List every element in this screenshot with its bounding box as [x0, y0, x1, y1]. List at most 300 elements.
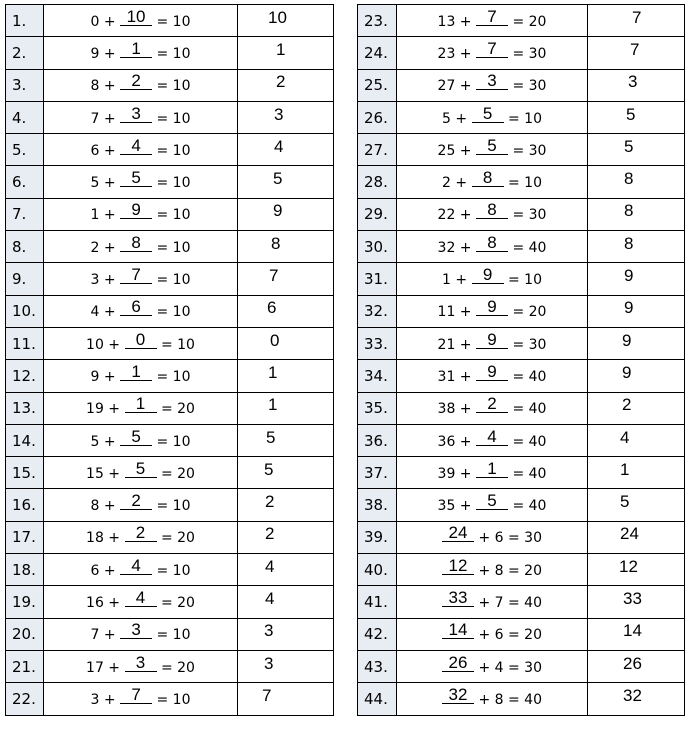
answer-cell [588, 101, 685, 133]
equation [397, 554, 588, 586]
answer-value: 5 [264, 459, 274, 479]
problem-row [6, 231, 334, 263]
answer-value: 9 [622, 362, 632, 382]
problem-row [358, 101, 685, 133]
problem-row [6, 554, 334, 586]
problem-number: 17. [6, 521, 44, 553]
equation-left-term: 7 + [90, 110, 116, 127]
answer-cell [588, 392, 685, 424]
problem-row [6, 392, 334, 424]
problem-number: 19. [6, 586, 44, 618]
problem-number: 33. [358, 327, 397, 359]
equation-right-term: = 40 [512, 433, 547, 450]
equation-right-term: + 8 = 20 [478, 562, 542, 579]
problem-number: 44. [358, 683, 397, 715]
answer-value: 33 [623, 588, 642, 608]
problem-number: 37. [358, 457, 397, 489]
equation [397, 263, 588, 295]
problem-row [6, 327, 334, 359]
problem-number: 4. [6, 101, 44, 133]
blank-answer[interactable]: 3 [125, 654, 157, 672]
equation [397, 134, 588, 166]
equation [44, 586, 238, 618]
answer-value: 3 [274, 104, 284, 124]
blank-answer[interactable]: 2 [120, 492, 152, 510]
equation [44, 295, 238, 327]
equation-right-term: = 30 [512, 45, 547, 62]
problem-row [6, 69, 334, 101]
equation [44, 457, 238, 489]
answer-value: 8 [624, 201, 634, 221]
equation-left-term: 27 + [437, 78, 472, 95]
blank-answer[interactable]: 2 [120, 72, 152, 90]
problem-row [358, 392, 685, 424]
equation [44, 489, 238, 521]
equation-right-term: = 30 [512, 142, 547, 159]
blank-answer[interactable]: 32 [442, 686, 474, 704]
problem-row [358, 134, 685, 166]
answer-value: 5 [266, 427, 276, 447]
answer-cell [588, 198, 685, 230]
equation-left-term: 19 + [86, 401, 121, 418]
equation-left-term: 1 + [442, 272, 468, 289]
problem-number: 42. [358, 618, 397, 650]
answer-value: 4 [274, 136, 284, 156]
equation-right-term: = 30 [512, 207, 547, 224]
answer-value: 6 [267, 298, 277, 318]
equation-left-term: 6 + [90, 562, 116, 579]
equation-left-term: 17 + [86, 659, 121, 676]
answer-cell [588, 295, 685, 327]
answer-value: 9 [273, 201, 283, 221]
equation [44, 392, 238, 424]
equation-right-term: = 10 [508, 175, 542, 192]
equation [397, 521, 588, 553]
equation [397, 424, 588, 456]
blank-answer[interactable]: 4 [120, 557, 152, 575]
equation-left-term: 21 + [437, 336, 472, 353]
blank-answer[interactable]: 3 [120, 105, 152, 123]
equation-right-term: = 20 [160, 594, 195, 611]
equation-right-term: = 20 [160, 530, 195, 547]
equation-right-term: = 10 [156, 239, 191, 256]
equation [397, 37, 588, 69]
equation-right-term: = 10 [508, 272, 542, 289]
problem-number: 18. [6, 554, 44, 586]
equation-right-term: = 10 [156, 304, 191, 321]
equation-right-term: + 7 = 40 [478, 594, 542, 611]
blank-answer[interactable]: 9 [476, 363, 508, 381]
answer-cell [588, 586, 685, 618]
answer-value: 1 [268, 362, 278, 382]
blank-answer[interactable]: 7 [476, 8, 508, 26]
problem-number: 5. [6, 134, 44, 166]
answer-cell [588, 5, 685, 37]
problem-row [6, 457, 334, 489]
equation-right-term: = 10 [156, 433, 191, 450]
answer-cell [588, 327, 685, 359]
blank-answer[interactable]: 7 [120, 686, 152, 704]
answer-cell [238, 521, 334, 553]
equation-left-term: 8 + [90, 78, 116, 95]
equation-right-term: = 20 [512, 304, 547, 321]
equation-right-term: = 10 [156, 562, 191, 579]
problem-number: 43. [358, 650, 397, 682]
answer-value: 26 [623, 653, 642, 673]
problem-row [358, 586, 685, 618]
answer-cell [588, 231, 685, 263]
answer-value: 24 [620, 524, 639, 544]
problem-row [6, 521, 334, 553]
problem-row [6, 295, 334, 327]
problem-row [358, 327, 685, 359]
problem-number: 13. [6, 392, 44, 424]
answer-cell [238, 327, 334, 359]
answer-cell [588, 424, 685, 456]
equation-right-term: = 10 [156, 13, 191, 30]
equation-right-term: = 30 [512, 78, 547, 95]
answer-cell [588, 134, 685, 166]
problem-row [6, 134, 334, 166]
blank-answer[interactable]: 3 [476, 72, 508, 90]
problem-number: 15. [6, 457, 44, 489]
equation-right-term: = 10 [508, 110, 542, 127]
problem-row [6, 586, 334, 618]
problem-row [6, 618, 334, 650]
problem-row [6, 166, 334, 198]
blank-answer[interactable]: 12 [442, 557, 474, 575]
answer-value: 1 [620, 459, 630, 479]
equation [44, 134, 238, 166]
answer-cell [588, 263, 685, 295]
problem-number: 1. [6, 5, 44, 37]
equation [44, 231, 238, 263]
equation [397, 166, 588, 198]
equation-right-term: = 40 [512, 465, 547, 482]
equation-right-term: = 20 [512, 13, 547, 30]
answer-value: 3 [628, 72, 638, 92]
answer-value: 2 [276, 72, 286, 92]
answer-value: 5 [620, 492, 630, 512]
problem-number: 38. [358, 489, 397, 521]
problem-number: 24. [358, 37, 397, 69]
equation-right-term: = 40 [512, 498, 547, 515]
problem-row [358, 69, 685, 101]
problem-number: 2. [6, 37, 44, 69]
blank-answer[interactable]: 4 [125, 589, 157, 607]
blank-answer[interactable]: 9 [476, 298, 508, 316]
equation-left-term: 6 + [90, 142, 116, 159]
problem-row [358, 198, 685, 230]
blank-answer[interactable]: 26 [442, 654, 474, 672]
blank-answer[interactable]: 14 [442, 621, 474, 639]
problem-number: 25. [358, 69, 397, 101]
equation-right-term: = 10 [156, 78, 191, 95]
blank-answer[interactable]: 9 [476, 331, 508, 349]
answer-cell [588, 69, 685, 101]
equation-right-term: + 6 = 30 [478, 530, 542, 547]
equation-left-term: 9 + [90, 368, 116, 385]
answer-value: 7 [630, 39, 640, 59]
equation-left-term: 22 + [437, 207, 472, 224]
equation-left-term: 23 + [437, 45, 472, 62]
blank-answer[interactable]: 33 [442, 589, 474, 607]
answer-cell [588, 457, 685, 489]
equation-right-term: = 10 [156, 142, 191, 159]
equation-left-term: 9 + [90, 45, 116, 62]
equation-right-term: = 10 [156, 368, 191, 385]
answer-cell [588, 489, 685, 521]
equation-right-term: = 10 [156, 110, 191, 127]
blank-answer[interactable]: 5 [120, 169, 152, 187]
equation-left-term: 0 + [90, 13, 116, 30]
answer-cell [238, 166, 334, 198]
equation [44, 5, 238, 37]
equation [44, 69, 238, 101]
answer-value: 4 [620, 427, 630, 447]
answer-cell [238, 586, 334, 618]
blank-answer[interactable]: 1 [125, 395, 157, 413]
equation [397, 360, 588, 392]
equation-right-term: = 40 [512, 368, 547, 385]
problem-row [358, 231, 685, 263]
blank-answer[interactable]: 0 [125, 331, 157, 349]
equation-right-term: = 30 [512, 336, 547, 353]
blank-answer[interactable]: 24 [442, 524, 474, 542]
blank-answer[interactable]: 5 [476, 137, 508, 155]
blank-answer[interactable]: 9 [472, 266, 504, 284]
answer-cell [588, 360, 685, 392]
answer-cell [238, 5, 334, 37]
blank-answer[interactable]: 5 [120, 428, 152, 446]
equation-left-term: 2 + [90, 239, 116, 256]
problem-number: 14. [6, 424, 44, 456]
equation [44, 101, 238, 133]
equation-left-term: 13 + [437, 13, 472, 30]
answer-value: 32 [623, 685, 642, 705]
blank-answer[interactable]: 4 [120, 137, 152, 155]
problem-row [6, 489, 334, 521]
left-problem-table [5, 4, 334, 716]
answer-value: 8 [271, 233, 281, 253]
equation [44, 360, 238, 392]
answer-cell [238, 198, 334, 230]
answer-value: 1 [276, 39, 286, 59]
equation-right-term: = 10 [156, 175, 191, 192]
equation-left-term: 39 + [437, 465, 472, 482]
answer-cell [238, 101, 334, 133]
equation [397, 198, 588, 230]
equation-right-term: = 10 [156, 498, 191, 515]
problem-row [358, 37, 685, 69]
answer-value: 7 [632, 7, 642, 27]
equation-right-term: + 8 = 40 [478, 691, 542, 708]
equation [397, 650, 588, 682]
equation-right-term: = 40 [512, 239, 547, 256]
equation-right-term: = 20 [160, 659, 195, 676]
answer-cell [588, 521, 685, 553]
problem-number: 29. [358, 198, 397, 230]
equation-right-term: = 10 [156, 627, 191, 644]
equation [397, 231, 588, 263]
answer-cell [238, 424, 334, 456]
equation [397, 392, 588, 424]
answer-cell [238, 392, 334, 424]
problem-number: 28. [358, 166, 397, 198]
problem-row [358, 457, 685, 489]
problem-number: 6. [6, 166, 44, 198]
equation [44, 166, 238, 198]
answer-cell [588, 618, 685, 650]
answer-cell [238, 69, 334, 101]
blank-answer[interactable]: 2 [125, 524, 157, 542]
answer-value: 5 [624, 136, 634, 156]
blank-answer[interactable]: 9 [120, 201, 152, 219]
blank-answer[interactable]: 8 [476, 234, 508, 252]
equation-left-term: 35 + [437, 498, 472, 515]
answer-value: 3 [264, 653, 274, 673]
equation-left-term: 1 + [90, 207, 116, 224]
blank-answer[interactable]: 5 [472, 105, 504, 123]
problem-row [6, 101, 334, 133]
blank-answer[interactable]: 1 [476, 460, 508, 478]
equation [44, 650, 238, 682]
equation-left-term: 16 + [86, 594, 121, 611]
answer-cell [238, 650, 334, 682]
equation [44, 424, 238, 456]
equation-left-term: 18 + [86, 530, 121, 547]
answer-cell [588, 683, 685, 715]
problem-number: 26. [358, 101, 397, 133]
problem-row [6, 263, 334, 295]
equation [397, 101, 588, 133]
answer-cell [238, 618, 334, 650]
blank-answer[interactable]: 5 [476, 492, 508, 510]
answer-value: 9 [624, 298, 634, 318]
equation [397, 327, 588, 359]
blank-answer[interactable]: 10 [120, 8, 152, 26]
problem-number: 22. [6, 683, 44, 715]
answer-value: 4 [265, 588, 275, 608]
problem-number: 10. [6, 295, 44, 327]
equation-left-term: 32 + [437, 239, 472, 256]
equation [44, 37, 238, 69]
blank-answer[interactable]: 7 [120, 266, 152, 284]
answer-value: 2 [265, 524, 275, 544]
equation-right-term: = 10 [156, 272, 191, 289]
problem-number: 30. [358, 231, 397, 263]
answer-value: 5 [626, 104, 636, 124]
equation [397, 295, 588, 327]
answer-cell [588, 37, 685, 69]
equation-left-term: 5 + [90, 433, 116, 450]
equation [397, 489, 588, 521]
problem-row [358, 650, 685, 682]
problem-row [6, 5, 334, 37]
problem-number: 11. [6, 327, 44, 359]
blank-answer[interactable]: 1 [120, 363, 152, 381]
equation-left-term: 8 + [90, 498, 116, 515]
equation-left-term: 10 + [86, 336, 121, 353]
equation-left-term: 5 + [442, 110, 468, 127]
equation [44, 618, 238, 650]
equation-right-term: = 10 [160, 336, 195, 353]
equation [44, 521, 238, 553]
problem-number: 34. [358, 360, 397, 392]
problem-number: 23. [358, 5, 397, 37]
problem-row [358, 683, 685, 715]
equation [397, 586, 588, 618]
equation-right-term: + 4 = 30 [478, 659, 542, 676]
problem-row [358, 360, 685, 392]
blank-answer[interactable]: 4 [476, 428, 508, 446]
answer-value: 8 [624, 169, 634, 189]
equation-left-term: 3 + [90, 272, 116, 289]
answer-value: 8 [624, 233, 634, 253]
blank-answer[interactable]: 1 [120, 40, 152, 58]
equation [44, 263, 238, 295]
blank-answer[interactable]: 3 [120, 621, 152, 639]
equation-left-term: 2 + [442, 175, 468, 192]
problem-number: 31. [358, 263, 397, 295]
blank-answer[interactable]: 8 [120, 234, 152, 252]
problem-number: 20. [6, 618, 44, 650]
problem-row [358, 166, 685, 198]
problem-row [358, 489, 685, 521]
problem-row [6, 198, 334, 230]
equation [44, 554, 238, 586]
answer-cell [238, 134, 334, 166]
problem-number: 41. [358, 586, 397, 618]
blank-answer[interactable]: 8 [476, 201, 508, 219]
problem-row [358, 263, 685, 295]
answer-value: 9 [622, 330, 632, 350]
equation-right-term: = 10 [156, 45, 191, 62]
equation [397, 69, 588, 101]
blank-answer[interactable]: 7 [476, 40, 508, 58]
problem-row [358, 618, 685, 650]
answer-cell [238, 295, 334, 327]
equation [397, 457, 588, 489]
equation-right-term: = 10 [156, 691, 191, 708]
problem-number: 32. [358, 295, 397, 327]
blank-answer[interactable]: 2 [476, 395, 508, 413]
equation [397, 683, 588, 715]
answer-cell [238, 683, 334, 715]
blank-answer[interactable]: 5 [125, 460, 157, 478]
answer-value: 2 [622, 395, 632, 415]
equation [44, 327, 238, 359]
equation-left-term: 3 + [90, 691, 116, 708]
answer-value: 3 [264, 621, 274, 641]
answer-cell [588, 166, 685, 198]
equation-right-term: = 40 [512, 401, 547, 418]
problem-number: 7. [6, 198, 44, 230]
answer-value: 1 [268, 395, 278, 415]
blank-answer[interactable]: 6 [120, 298, 152, 316]
equation [44, 198, 238, 230]
answer-value: 12 [619, 556, 638, 576]
blank-answer[interactable]: 8 [472, 169, 504, 187]
problem-row [6, 360, 334, 392]
problem-row [6, 650, 334, 682]
equation-left-term: 38 + [437, 401, 472, 418]
equation-left-term: 11 + [437, 304, 472, 321]
problem-row [358, 424, 685, 456]
problem-row [6, 424, 334, 456]
answer-cell [588, 650, 685, 682]
answer-cell [238, 554, 334, 586]
